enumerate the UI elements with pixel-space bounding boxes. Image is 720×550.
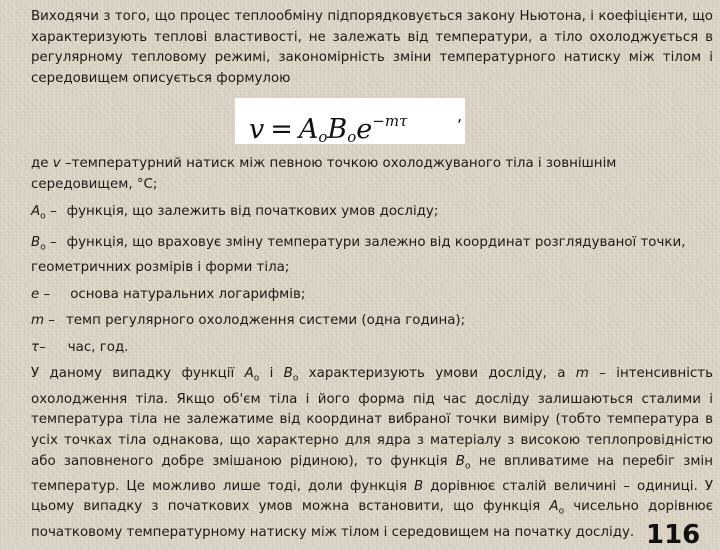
slide-content <box>31 7 713 543</box>
para-text: не впливатиме на перебіг змін температур. Це можливо лише тоді, доли функція <box>31 453 713 494</box>
para-term-sub: o <box>464 461 471 472</box>
para-term: B <box>455 453 465 469</box>
formula-b-sub: o <box>347 128 357 147</box>
para-term: B <box>414 478 424 494</box>
definition-item <box>31 233 713 279</box>
where-term: v <box>52 156 61 172</box>
para-term: A <box>549 499 559 515</box>
formula-exponent: −mτ <box>372 112 408 131</box>
para-term-sub: o <box>292 374 299 385</box>
where-paragraph <box>31 154 713 195</box>
definition-dash: – <box>45 203 57 219</box>
formula-equals: = <box>270 114 293 146</box>
definition-item <box>31 202 713 227</box>
para-term: B <box>283 366 293 382</box>
definition-term-sub: o <box>40 211 46 222</box>
definition-dash: – <box>45 234 57 250</box>
conclusion-paragraph <box>31 364 713 543</box>
para-text: У даному випадку функції <box>31 366 245 382</box>
para-text: дорівнює сталій величині – одиниці. У цьому випадку з початкових умов можна встановити, що функція <box>31 478 713 515</box>
para-term-sub: o <box>558 507 565 518</box>
formula-a: A <box>298 114 319 146</box>
formula-b: B <box>327 114 348 146</box>
definition-text: функція, що враховує зміну температури залежно від координат розглядуваної точки, геометричних розмірів і форми тіла; <box>31 234 686 276</box>
definition-item <box>31 311 713 332</box>
where-prefix: де <box>31 156 53 172</box>
definition-dash: – <box>39 286 51 302</box>
definition-term: e <box>31 286 40 302</box>
formula-comma: , <box>457 106 463 126</box>
intro-paragraph: Виходячи з того, що процес теплообміну підпорядковується закону Ньютона, і коефіцієнти, що характеризують теплові властивості, не залежать від температури, а тіло охолоджується в регулярному тепловому режимі, закономірність зміни температурного натиску між тілом і середовищем описується формулою <box>31 9 713 86</box>
para-term: A <box>244 366 254 382</box>
para-term: m <box>575 366 589 382</box>
definition-text: основа натуральних логарифмів; <box>70 286 306 302</box>
definition-term: τ <box>31 339 40 355</box>
definition-term-sub: o <box>40 242 46 253</box>
definition-dash: – <box>39 339 46 355</box>
formula-a-sub: o <box>318 128 328 147</box>
definition-item <box>31 338 713 359</box>
where-text: –температурний натиск між певною точкою охолоджуваного тіла і зовнішнім середовищем, °С; <box>31 156 617 192</box>
definition-term: B <box>31 234 41 250</box>
para-text: чисельно дорівнює початковому температурному натиску між тілом і середовищем на початку досліду. <box>31 499 713 540</box>
page-number: 116 <box>646 520 701 550</box>
para-text: – інтенсивність охолодження тіла. Якщо об'єм тіла і його форма під час досліду залишаються сталими і температура тіла не залежатиме від координат вибраної точки виміру (тобто температура в усіх точках тіла однакова, що характерно для ядра з матеріалу з високою теплопровідністю або заповненого добре змішаною рідиною), то функція <box>31 366 713 469</box>
definition-dash: – <box>44 313 55 329</box>
formula-v: v <box>249 114 265 146</box>
newton-cooling-formula <box>249 102 407 156</box>
formula-e: e <box>356 114 373 146</box>
definition-text: темп регулярного охолодження системи (одна година); <box>66 313 466 329</box>
definition-term: m <box>31 313 45 329</box>
formula-image <box>235 98 465 147</box>
definition-text: функція, що залежить від початкових умов досліду; <box>66 203 439 219</box>
para-text: і <box>259 366 284 382</box>
definition-term: A <box>31 203 41 219</box>
definition-item <box>31 285 713 306</box>
definition-text: час, год. <box>67 339 129 355</box>
para-term-sub: o <box>253 374 260 385</box>
para-text: характеризують умови досліду, а <box>298 366 576 382</box>
